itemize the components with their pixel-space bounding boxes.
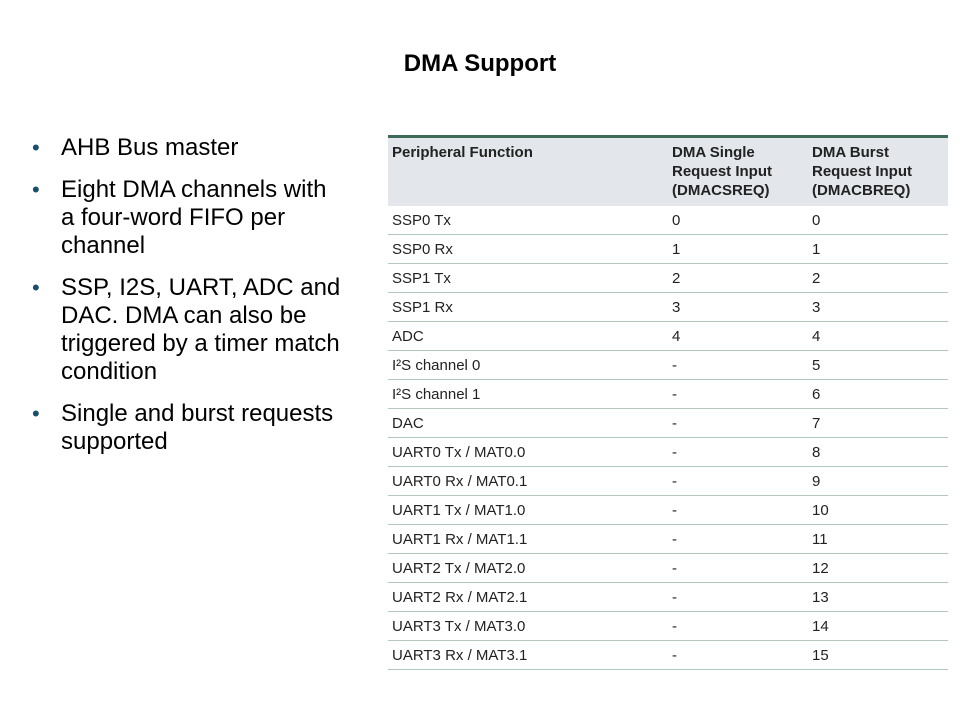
table-row (388, 380, 948, 409)
cell-burst-request: 11 (808, 525, 948, 554)
cell-burst-request: 4 (808, 322, 948, 351)
cell-peripheral-function: UART2 Tx / MAT2.0 (388, 554, 668, 583)
cell-peripheral-function: UART3 Tx / MAT3.0 (388, 612, 668, 641)
table-row (388, 293, 948, 322)
table-row (388, 467, 948, 496)
cell-single-request: - (668, 380, 808, 409)
table-row (388, 583, 948, 612)
header-dma-burst-request: DMA Burst Request Input (DMACBREQ) (808, 137, 948, 207)
bullet-item (32, 134, 342, 162)
cell-single-request: - (668, 351, 808, 380)
table-row (388, 554, 948, 583)
cell-single-request: - (668, 438, 808, 467)
bullet-item (32, 274, 342, 386)
cell-peripheral-function: I²S channel 0 (388, 351, 668, 380)
cell-peripheral-function: SSP0 Tx (388, 206, 668, 235)
cell-burst-request: 10 (808, 496, 948, 525)
cell-peripheral-function: ADC (388, 322, 668, 351)
cell-single-request: - (668, 525, 808, 554)
bullet-dot-icon: • (32, 401, 40, 426)
bullet-text: SSP, I2S, UART, ADC and DAC. DMA can also be triggered by a timer match condition (61, 274, 341, 385)
bullet-dot-icon: • (32, 177, 40, 202)
bullet-item (32, 400, 342, 456)
dma-table-container (388, 135, 948, 670)
header-dma-single-request: DMA Single Request Input (DMACSREQ) (668, 137, 808, 207)
table-row (388, 264, 948, 293)
bullet-dot-icon: • (32, 275, 40, 300)
table-row (388, 612, 948, 641)
table-row (388, 235, 948, 264)
cell-burst-request: 14 (808, 612, 948, 641)
cell-burst-request: 8 (808, 438, 948, 467)
cell-single-request: 2 (668, 264, 808, 293)
cell-burst-request: 1 (808, 235, 948, 264)
cell-burst-request: 3 (808, 293, 948, 322)
cell-burst-request: 7 (808, 409, 948, 438)
cell-burst-request: 6 (808, 380, 948, 409)
bullet-text: Eight DMA channels with a four-word FIFO per channel (61, 176, 327, 259)
cell-peripheral-function: DAC (388, 409, 668, 438)
cell-peripheral-function: UART1 Tx / MAT1.0 (388, 496, 668, 525)
cell-peripheral-function: UART1 Rx / MAT1.1 (388, 525, 668, 554)
cell-peripheral-function: UART0 Rx / MAT0.1 (388, 467, 668, 496)
table-row (388, 641, 948, 670)
bullet-text: Single and burst requests supported (61, 400, 334, 455)
cell-peripheral-function: UART2 Rx / MAT2.1 (388, 583, 668, 612)
cell-single-request: - (668, 467, 808, 496)
table-row (388, 351, 948, 380)
cell-burst-request: 5 (808, 351, 948, 380)
cell-single-request: - (668, 554, 808, 583)
cell-single-request: - (668, 612, 808, 641)
cell-single-request: 4 (668, 322, 808, 351)
cell-burst-request: 12 (808, 554, 948, 583)
table-row (388, 496, 948, 525)
table-row (388, 322, 948, 351)
cell-single-request: - (668, 496, 808, 525)
bullet-item (32, 176, 342, 260)
table-row (388, 206, 948, 235)
table-row (388, 409, 948, 438)
table-row (388, 525, 948, 554)
cell-peripheral-function: UART0 Tx / MAT0.0 (388, 438, 668, 467)
cell-peripheral-function: UART3 Rx / MAT3.1 (388, 641, 668, 670)
cell-single-request: 0 (668, 206, 808, 235)
bullet-list (32, 134, 342, 470)
cell-burst-request: 13 (808, 583, 948, 612)
cell-burst-request: 15 (808, 641, 948, 670)
cell-burst-request: 2 (808, 264, 948, 293)
header-peripheral-function: Peripheral Function (388, 137, 668, 207)
cell-peripheral-function: SSP0 Rx (388, 235, 668, 264)
cell-single-request: 3 (668, 293, 808, 322)
cell-single-request: - (668, 583, 808, 612)
bullet-text: AHB Bus master (61, 134, 239, 161)
cell-single-request: 1 (668, 235, 808, 264)
cell-peripheral-function: I²S channel 1 (388, 380, 668, 409)
cell-burst-request: 0 (808, 206, 948, 235)
table-header-row (388, 137, 948, 207)
table-body (388, 206, 948, 670)
cell-single-request: - (668, 409, 808, 438)
dma-request-table (388, 135, 948, 670)
cell-single-request: - (668, 641, 808, 670)
cell-peripheral-function: SSP1 Rx (388, 293, 668, 322)
table-row (388, 438, 948, 467)
cell-peripheral-function: SSP1 Tx (388, 264, 668, 293)
cell-burst-request: 9 (808, 467, 948, 496)
slide-title: DMA Support (403, 50, 557, 77)
bullet-dot-icon: • (32, 135, 40, 160)
